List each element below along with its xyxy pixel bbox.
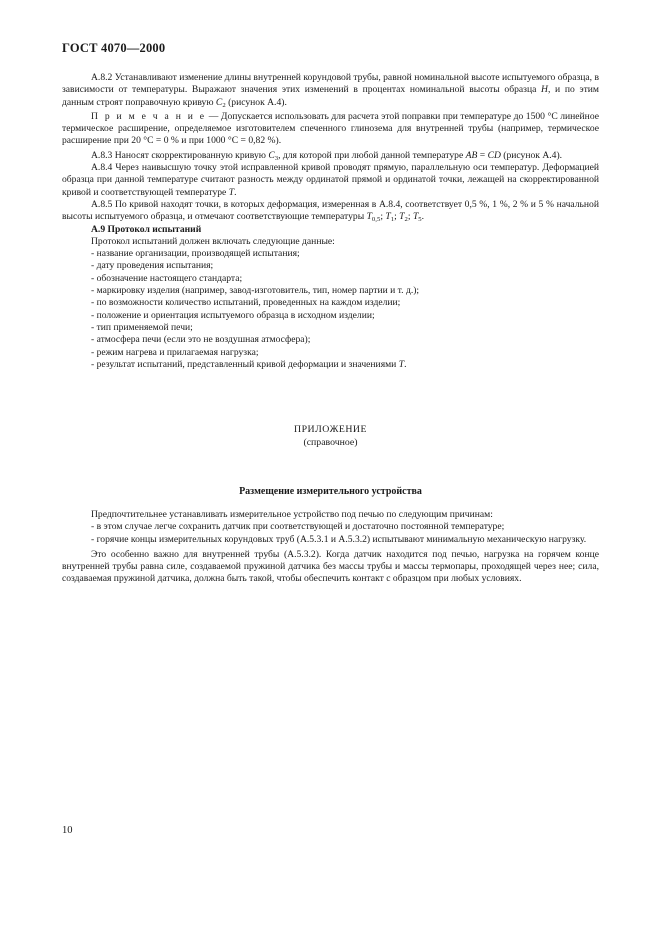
heading-a9: А.9 Протокол испытаний: [91, 223, 202, 235]
appendix-heading: Размещение измерительного устройства: [239, 486, 422, 497]
paragraph-a85: А.8.5 По кривой находят точки, в которых деформация, измеренная в А.8.4, соответствует 0,5 %, 1 %, 2 % и 5 % начальной высоты испытуемого образца, и отмечают соответствующие температуры $T_{0,5}$; $T_1$; $T_2$; $T_5$.: [62, 198, 599, 224]
paragraph-a82: А.8.2 Устанавливают изменение длины внутренней корундовой трубы, равной номинальной высоте испытуемого образца, в зависимости от температуры. Выражают значения этих изменений в процентах номинальной высоты образца H, и по этим данным строят поправочную кривую $C_2$ (рисунок А.4).: [62, 72, 599, 109]
protocol-list: [62, 248, 599, 371]
list-item: - обозначение настоящего стандарта;: [91, 272, 243, 284]
appendix-paragraph: Предпочтительнее устанавливать измерительное устройство под печью по следующим причинам:: [91, 509, 493, 520]
list-item: - название организации, производящей испытания;: [91, 248, 300, 260]
list-item: - дату проведения испытания;: [91, 260, 214, 272]
list-item: - положение и ориентация испытуемого образца в исходном изделии;: [91, 309, 375, 321]
appendix-content: [62, 509, 599, 586]
paragraph-a84: А.8.4 Через наивысшую точку этой исправленной кривой проводят прямую, параллельную оси температур. Деформацией образца при данной температуре считают разность между ординатой прямой и ординатой точки, лежащей на скорректированной кривой и соответствующей температуре T.: [62, 162, 599, 198]
appendix-subtitle: (справочное): [303, 436, 358, 448]
list-item: - маркировку изделия (например, завод-изготовитель, тип, номер партии и т. д.);: [91, 285, 420, 297]
appendix-title: ПРИЛОЖЕНИЕ: [294, 424, 367, 435]
document-header: ГОСТ 4070—2000: [62, 41, 166, 55]
list-item: - режим нагрева и прилагаемая нагрузка;: [91, 346, 259, 358]
list-item: - тип применяемой печи;: [91, 321, 193, 333]
section-a8-a9: [62, 72, 599, 371]
list-item: - по возможности количество испытаний, проведенных на каждом изделии;: [91, 297, 401, 309]
paragraph-a9-intro: Протокол испытаний должен включать следующие данные:: [91, 235, 335, 247]
appendix-paragraph: - горячие концы измерительных корундовых труб (А.5.3.1 и А.5.3.2) испытывают минимальную механическую нагрузку.: [91, 533, 587, 545]
page-number: 10: [62, 825, 73, 836]
note-paragraph: П р и м е ч а н и е — Допускается использовать для расчета этой поправки при температуре до 1500 °С линейное термическое расширение, определяемое изготовителем спеченного глинозема для внутренней трубы (например, термическое расширение при 20 °С = 0 % и при 1000 °С = 0,82 %).: [62, 110, 599, 147]
note-label: П р и м е ч а н и е: [91, 110, 207, 122]
paragraph-a83: А.8.3 Наносят скорректированную кривую $C_3$, для которой при любой данной температуре AB = CD (рисунок А.4).: [91, 149, 563, 162]
list-item: - результат испытаний, представленный кривой деформации и значениями T.: [91, 358, 407, 370]
appendix-paragraph: Это особенно важно для внутренней трубы (А.5.3.2). Когда датчик находится под печью, нагрузка на горячем конце внутренней трубы равна силе, создаваемой пружиной датчика без массы трубы и массы термопары, проходящей через нее; сила, создаваемая пружиной датчика, должна быть такой, чтобы обеспечить контакт с образцом при любых условиях.: [62, 548, 599, 585]
appendix-title-block: [62, 424, 599, 449]
list-item: - атмосфера печи (если это не воздушная атмосфера);: [91, 334, 311, 346]
appendix-paragraph: - в этом случае легче сохранить датчик при соответствующей и достаточно постоянной температуре;: [91, 521, 505, 533]
